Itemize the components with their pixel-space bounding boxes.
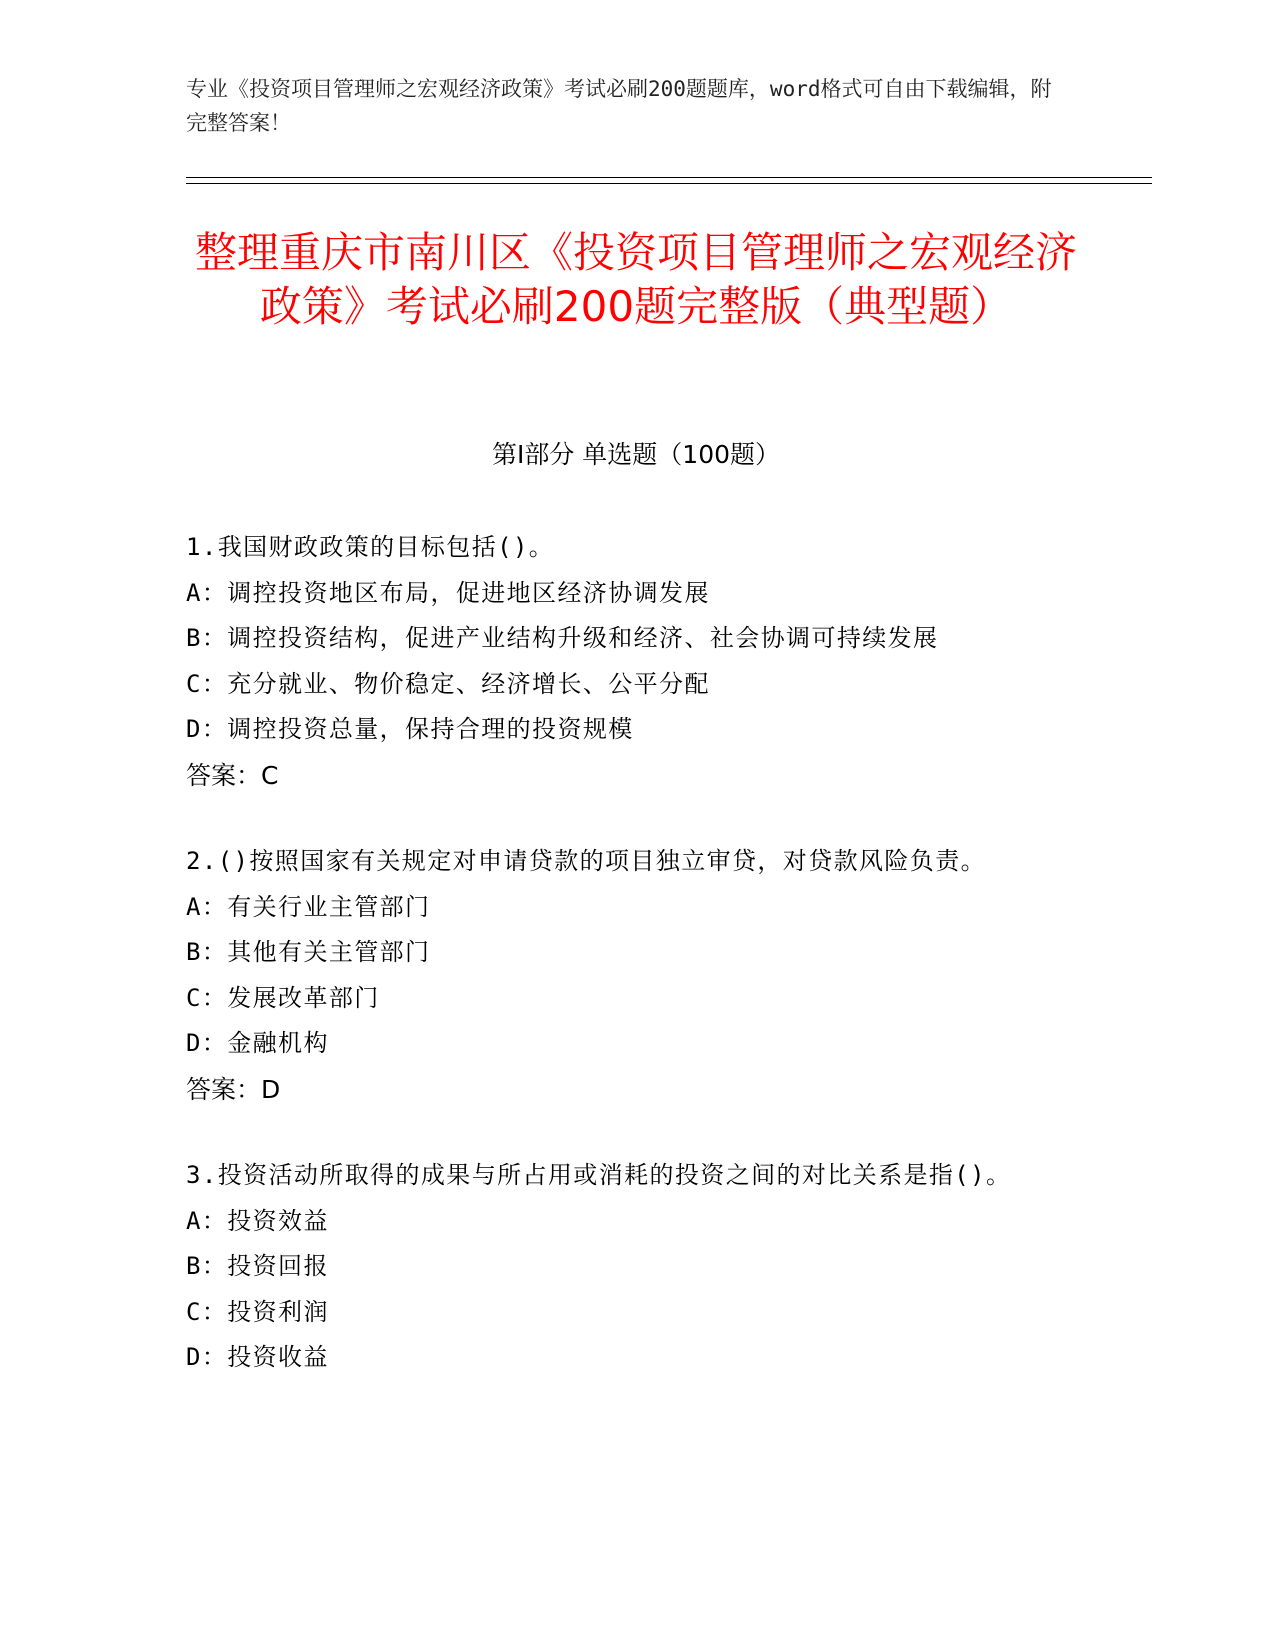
option-c: C：投资利润 — [186, 1297, 329, 1326]
header-note: 专业《投资项目管理师之宏观经济政策》考试必刷200题题库，word格式可自由下载编辑，附完整答案！ — [186, 77, 1052, 135]
question-stem: 2.()按照国家有关规定对申请贷款的项目独立审贷，对贷款风险负责。 — [186, 847, 986, 875]
question-2 — [186, 839, 1066, 1112]
option-d: D：投资收益 — [186, 1343, 329, 1371]
header-rule-bottom — [186, 183, 1152, 184]
question-list — [186, 525, 1066, 1422]
answer: 答案：C — [186, 760, 279, 790]
option-b: B：调控投资结构，促进产业结构升级和经济、社会协调可持续发展 — [186, 624, 939, 652]
option-a: A：调控投资地区布局，促进地区经济协调发展 — [186, 578, 710, 607]
option-d: D：金融机构 — [186, 1029, 329, 1057]
option-a: A：投资效益 — [186, 1206, 329, 1235]
section-title: 第I部分 单选题（100题） — [491, 440, 781, 469]
question-3 — [186, 1153, 1066, 1381]
option-d: D：调控投资总量，保持合理的投资规模 — [186, 715, 634, 743]
option-a: A：有关行业主管部门 — [186, 892, 431, 921]
question-stem: 1.我国财政政策的目标包括()。 — [186, 533, 555, 561]
document-title: 整理重庆市南川区《投资项目管理师之宏观经济政策》考试必刷200题完整版（典型题） — [194, 228, 1077, 331]
option-c: C：充分就业、物价稳定、经济增长、公平分配 — [186, 669, 710, 698]
option-b: B：其他有关主管部门 — [186, 938, 431, 966]
option-b: B：投资回报 — [186, 1252, 329, 1280]
question-1 — [186, 525, 1066, 798]
answer: 答案：D — [186, 1074, 281, 1104]
header-rule-top — [186, 177, 1152, 178]
option-c: C：发展改革部门 — [186, 983, 380, 1012]
question-stem: 3.投资活动所取得的成果与所占用或消耗的投资之间的对比关系是指()。 — [186, 1161, 1012, 1189]
